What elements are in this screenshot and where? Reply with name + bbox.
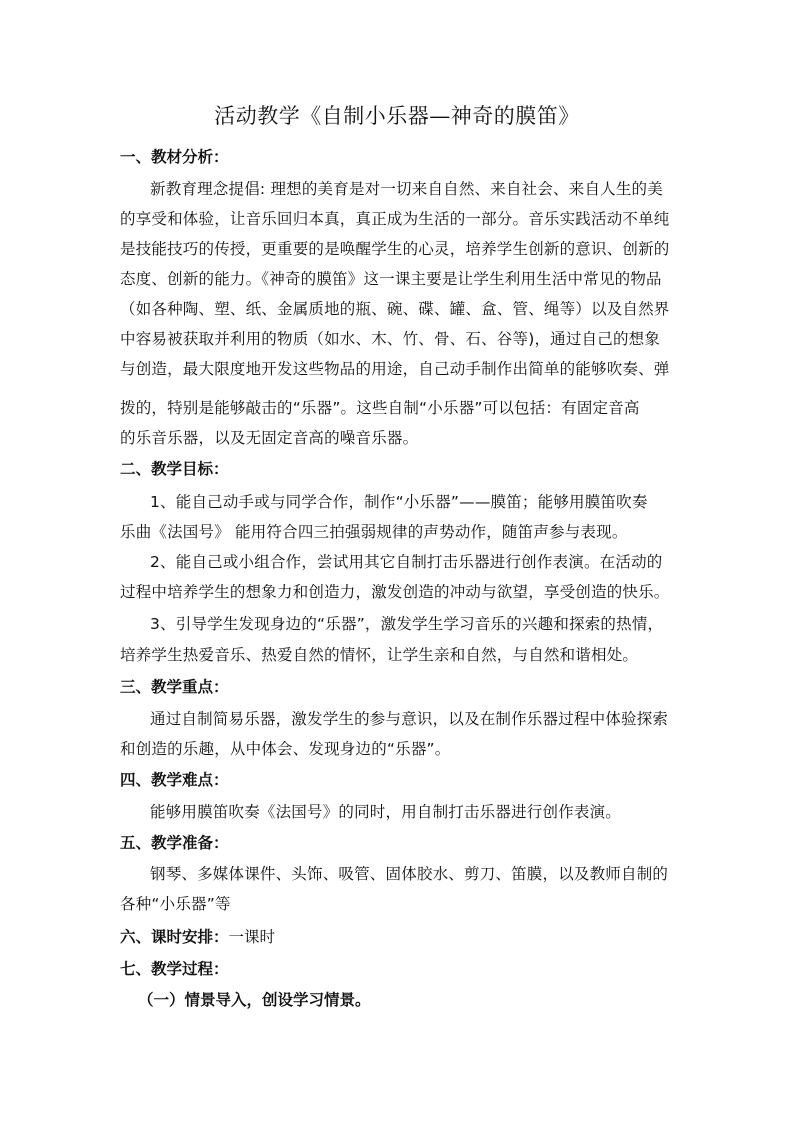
analysis-line: 态度、创新的能力。《神奇的膜笛》这一课主要是让学生利用生活中常见的物品 (120, 270, 662, 288)
analysis-line: 拨的，特别是能够敲击的“乐器”。这些自制“小乐器”可以包括：有固定音高 (120, 399, 640, 417)
heading-material-analysis: 一、教材分析： (120, 148, 229, 166)
heading-class-schedule-label: 六、课时安排： (120, 928, 229, 946)
heading-teaching-difficulty: 四、教学难点： (120, 771, 229, 789)
goal-line: 2、能自己或小组合作，尝试用其它自制打击乐器进行创作表演。在活动的 (150, 553, 663, 571)
goal-line: 3、引导学生发现身边的“乐器”，激发学生学习音乐的兴趣和探索的热情， (150, 615, 664, 633)
prep-line: 钢琴、多媒体课件、头饰、吸管、固体胶水、剪刀、笛膜，以及教师自制的 (150, 865, 669, 883)
heading-class-schedule (120, 925, 275, 947)
analysis-line: （如各种陶、塑、纸、金属质地的瓶、碗、碟、罐、盒、管、绳等）以及自然界 (120, 300, 670, 318)
focus-line: 通过自制简易乐器，激发学生的参与意识，以及在制作乐器过程中体验探索 (150, 710, 669, 728)
heading-teaching-focus: 三、教学重点： (120, 678, 229, 696)
analysis-line: 与创造，最大限度地开发这些物品的用途，自己动手制作出简单的能够吹奏、弹 (120, 360, 670, 378)
goal-line: 乐曲《法国号》 能用符合四三拍强弱规律的声势动作，随笛声参与表现。 (120, 523, 628, 541)
heading-teaching-goals: 二、教学目标： (120, 460, 229, 478)
heading-teaching-preparation: 五、教学准备： (120, 834, 229, 852)
analysis-line: 的享受和体验，让音乐回归本真，真正成为生活的一部分。音乐实践活动不单纯 (120, 210, 670, 228)
prep-line: 各种“小乐器”等 (120, 895, 231, 913)
process-subheading: （一）情景导入，创设学习情景。 (138, 991, 371, 1009)
analysis-line: 新教育理念提倡: 理想的美育是对一切来自自然、来自社会、来自人生的美 (150, 180, 663, 198)
goal-line: 过程中培养学生的想象力和创造力，激发创造的冲动与欲望，享受创造的快乐。 (120, 583, 670, 601)
focus-line: 和创造的乐趣，从中体会、发现身边的“乐器”。 (120, 740, 451, 758)
analysis-line: 的乐音乐器，以及无固定音高的噪音乐器。 (120, 429, 419, 447)
class-schedule-value: 一课时 (228, 928, 276, 946)
heading-teaching-process: 七、教学过程： (120, 960, 229, 978)
goal-line: 培养学生热爱音乐、热爱自然的情怀，让学生亲和自然，与自然和谐相处。 (120, 646, 639, 664)
difficulty-line: 能够用膜笛吹奏《法国号》的同时，用自制打击乐器进行创作表演。 (150, 803, 622, 821)
analysis-line: 是技能技巧的传授，更重要的是唤醒学生的心灵，培养学生创新的意识、创新的 (120, 240, 670, 258)
document-title: 活动教学《自制小乐器—神奇的膜笛》 (214, 104, 580, 128)
goal-line: 1、能自己动手或与同学合作，制作“小乐器”——膜笛；能够用膜笛吹奏 (150, 493, 648, 511)
analysis-line: 中容易被获取并利用的物质（如水、木、竹、骨、石、谷等)，通过自己的想象 (120, 330, 661, 348)
